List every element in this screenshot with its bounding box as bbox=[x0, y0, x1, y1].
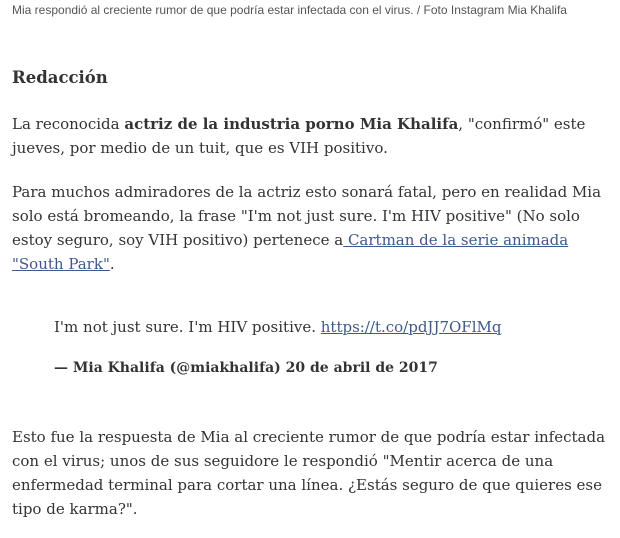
paragraph-explanation-text-end: . bbox=[109, 255, 115, 273]
tweet-link[interactable]: https://t.co/pdJJ7OFlMq bbox=[320, 318, 502, 336]
paragraph-intro-text-start: La reconocida bbox=[12, 115, 125, 133]
author-byline: Redacción bbox=[12, 68, 108, 87]
south-park-link[interactable]: Cartman de la serie animada "South Park" bbox=[12, 231, 569, 273]
tweet-body: I'm not just sure. I'm HIV positive. bbox=[54, 318, 321, 336]
paragraph-intro-bold: actriz de la industria porno Mia Khalifa bbox=[124, 115, 459, 133]
paragraph-response: Esto fue la respuesta de Mia al creciente rumor de que podría estar infectada con el virus; unos de sus seguidore le respondió "Mentir acerca de una enfermedad terminal para cortar una línea. ¿Estás seguro de que quieres ese tipo de karma?". bbox=[12, 428, 606, 518]
paragraph-intro-text-end: , "confirmó" este jueves, por medio de un tuit, que es VIH positivo. bbox=[12, 115, 586, 157]
embedded-tweet-author: — Mia Khalifa (@miakhalifa) 20 de abril de 2017 bbox=[54, 360, 438, 376]
paragraph-intro bbox=[12, 112, 612, 160]
image-caption: Mia respondió al creciente rumor de que podría estar infectada con el virus. / Foto Instagram Mia Khalifa bbox=[12, 3, 567, 17]
paragraph-explanation bbox=[12, 180, 612, 276]
paragraph-explanation-text-start: Para muchos admiradores de la actriz esto sonará fatal, pero en realidad Mia solo está bromeando, la frase "I'm not just sure. I'm HIV positive" (No solo estoy seguro, soy VIH positivo) pertenece a bbox=[12, 183, 602, 249]
embedded-tweet-text bbox=[54, 316, 501, 338]
